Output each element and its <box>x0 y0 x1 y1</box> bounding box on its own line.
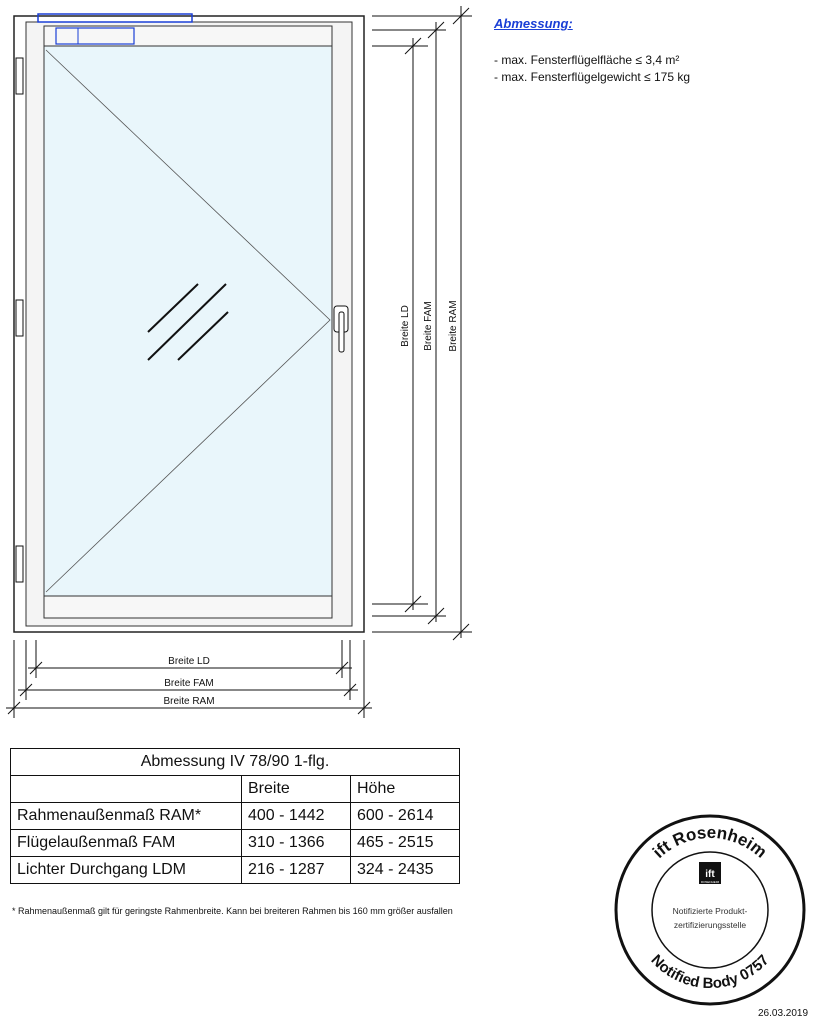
table-row <box>11 803 460 830</box>
seal-bottom-text: Notified Body 0757 <box>647 951 773 993</box>
spec-item-weight: - max. Fensterflügelgewicht ≤ 175 kg <box>494 70 691 84</box>
svg-text:ift: ift <box>705 869 715 880</box>
certification-seal <box>612 812 808 1008</box>
table-cell: Flügelaußenmaß FAM <box>11 830 242 857</box>
table-header-row <box>11 776 460 803</box>
seal-top-text: ift Rosenheim <box>648 822 771 862</box>
table-cell: 216 - 1287 <box>242 857 351 884</box>
table-row <box>11 830 460 857</box>
table-header-breite: Breite <box>242 776 351 803</box>
dim-label-vertical-ld: Breite LD <box>400 305 411 347</box>
table-title-row <box>11 749 460 776</box>
dim-label-vertical-ram: Breite RAM <box>448 300 459 352</box>
window-technical-drawing <box>0 0 480 730</box>
dim-label-horizontal-fam: Breite FAM <box>164 678 214 689</box>
table-cell: 465 - 2515 <box>351 830 460 857</box>
table-header-hoehe: Höhe <box>351 776 460 803</box>
seal-date: 26.03.2019 <box>758 1008 809 1019</box>
table-cell: 400 - 1442 <box>242 803 351 830</box>
table-cell: Lichter Durchgang LDM <box>11 857 242 884</box>
dim-label-horizontal-ram: Breite RAM <box>163 696 215 707</box>
seal-line-1: Notifizierte Produkt- <box>672 906 748 916</box>
seal-line-2: zertifizierungsstelle <box>673 920 747 930</box>
table-header-empty <box>11 776 242 803</box>
table-cell: 310 - 1366 <box>242 830 351 857</box>
dimension-table <box>10 748 460 884</box>
table-row <box>11 857 460 884</box>
dim-label-horizontal-ld: Breite LD <box>168 656 210 667</box>
table-cell: 324 - 2435 <box>351 857 460 884</box>
svg-text:ROSENHEIM: ROSENHEIM <box>700 880 720 884</box>
table-footnote: * Rahmenaußenmaß gilt für geringste Rahmenbreite. Kann bei breiteren Rahmen bis 160 mm größer ausfallen <box>12 906 453 916</box>
table-cell: Rahmenaußenmaß RAM* <box>11 803 242 830</box>
table-cell: 600 - 2614 <box>351 803 460 830</box>
table-title: Abmessung IV 78/90 1-flg. <box>11 749 460 776</box>
dim-label-vertical-fam: Breite FAM <box>423 301 434 351</box>
spec-heading: Abmessung: <box>494 16 573 31</box>
spec-item-area: - max. Fensterflügelfläche ≤ 3,4 m² <box>494 53 680 67</box>
ift-logo-icon <box>699 862 721 884</box>
